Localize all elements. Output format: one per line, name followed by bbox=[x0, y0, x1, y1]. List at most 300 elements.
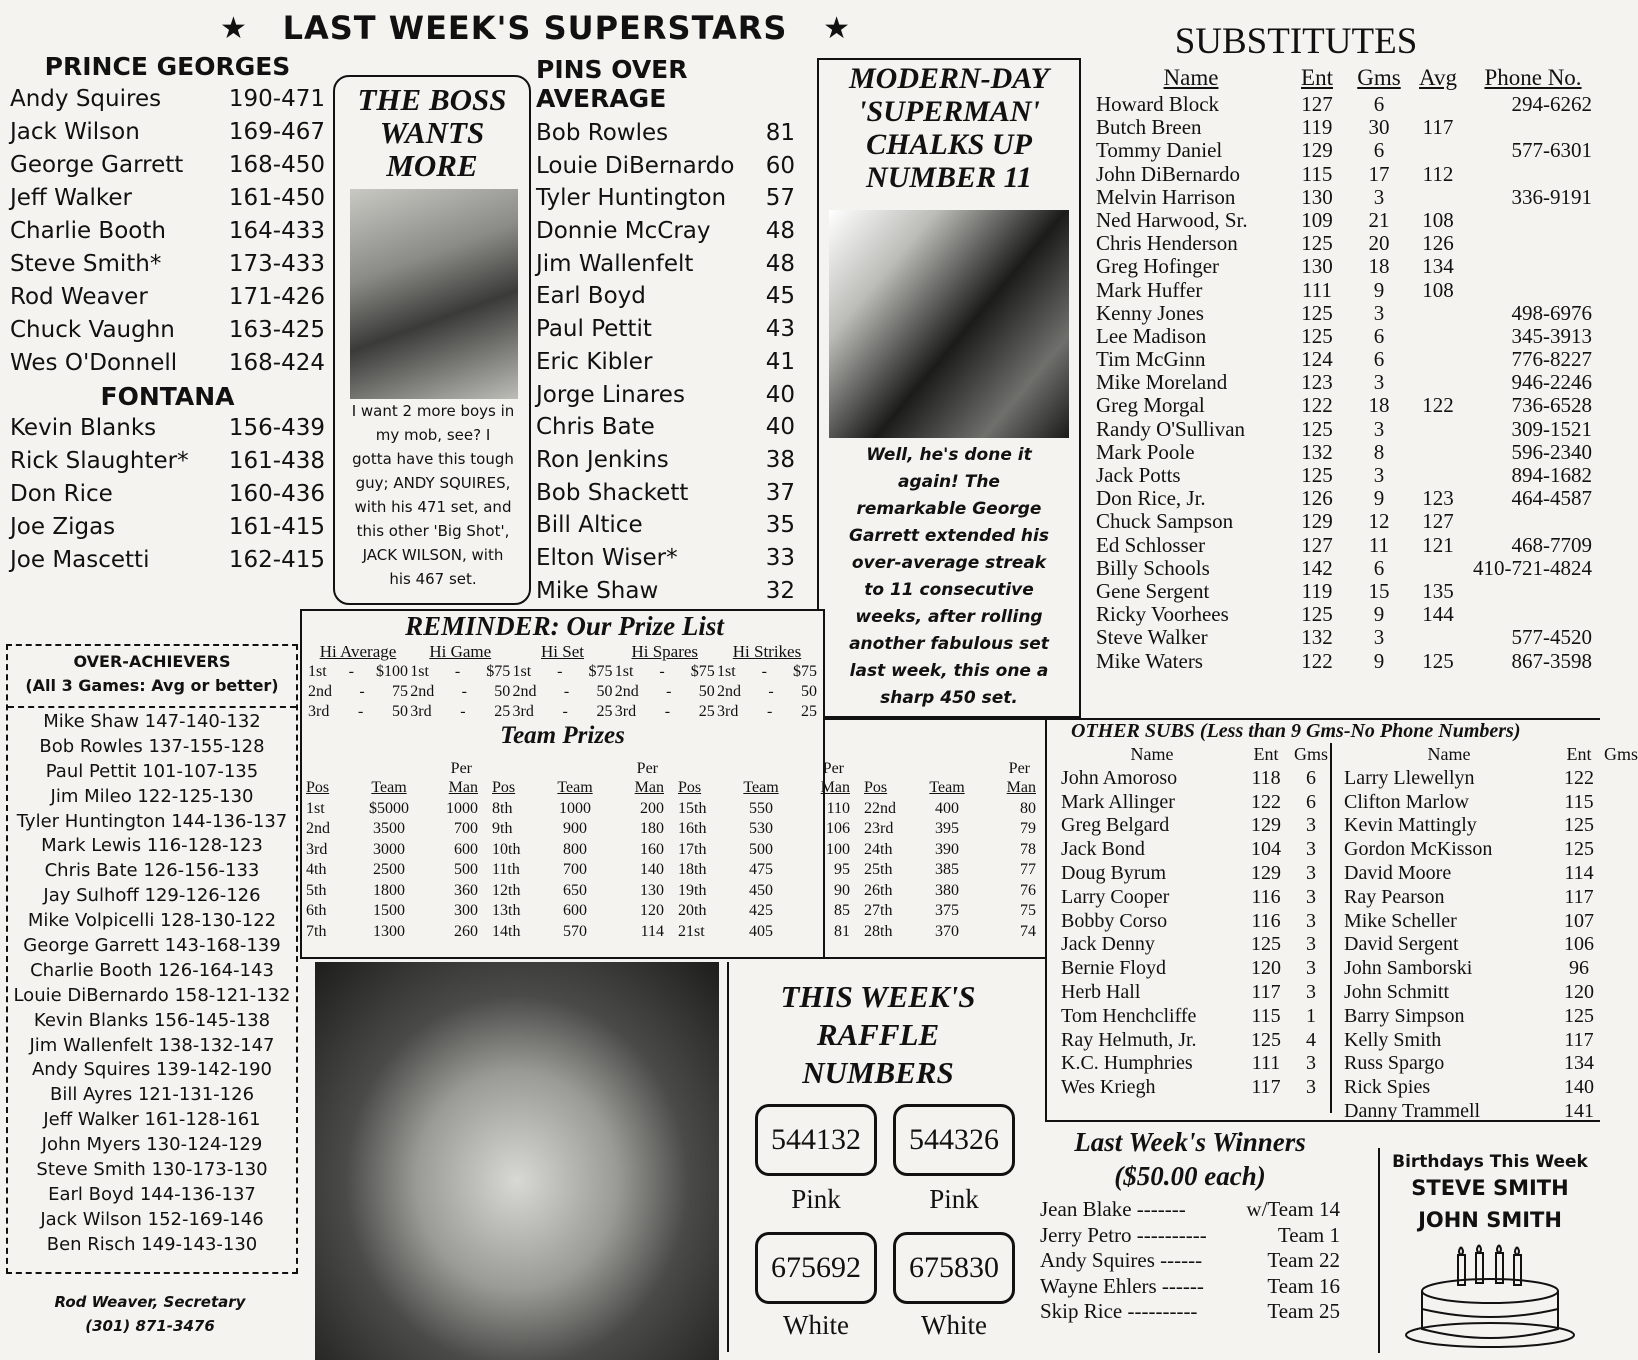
table-row bbox=[1344, 981, 1634, 1005]
boss-box bbox=[333, 75, 531, 605]
george-garrett-photo bbox=[829, 210, 1069, 438]
winner-team: w/Team 14 bbox=[1246, 1197, 1340, 1221]
per-man-amount: 81 bbox=[834, 922, 850, 940]
bowler-name: Andy Squires bbox=[10, 86, 162, 112]
birthdays-title: Birthdays This Week bbox=[1392, 1152, 1588, 1172]
score-row bbox=[10, 347, 325, 380]
table-cell: K.C. Humphries bbox=[1061, 1052, 1193, 1075]
prize-amount: $75 bbox=[793, 663, 817, 680]
table-row bbox=[1061, 814, 1330, 838]
table-cell: 117 bbox=[1251, 980, 1281, 1003]
prize-place: 1st bbox=[308, 663, 327, 680]
per-man-amount: 79 bbox=[1020, 820, 1036, 837]
table-cell: 3 bbox=[1373, 463, 1385, 487]
table-cell: Tom Henchcliffe bbox=[1061, 1004, 1197, 1027]
team-prize-group bbox=[678, 760, 850, 942]
column-header: Phone No. bbox=[1484, 65, 1582, 90]
table-row bbox=[1096, 534, 1600, 557]
table-cell: 125 bbox=[1564, 1004, 1594, 1027]
team-prize-amount: 3500 bbox=[373, 820, 405, 837]
team-prize-row bbox=[678, 819, 850, 840]
table-row bbox=[1096, 116, 1600, 139]
prize-position: 14th bbox=[492, 922, 521, 940]
table-cell: 498-6976 bbox=[1511, 300, 1592, 325]
team-prize-header bbox=[492, 778, 664, 799]
team-prize-group bbox=[492, 760, 664, 942]
table-cell bbox=[1410, 626, 1466, 649]
table-cell bbox=[1410, 325, 1466, 348]
table-cell: David Moore bbox=[1344, 861, 1452, 884]
table-cell: John Schmitt bbox=[1344, 980, 1450, 1003]
pins-value: 81 bbox=[765, 120, 795, 146]
table-cell: 121 bbox=[1422, 532, 1454, 557]
score-row bbox=[536, 280, 811, 313]
table-cell: 115 bbox=[1564, 790, 1594, 813]
score-row bbox=[10, 83, 325, 116]
table-cell: John Amoroso bbox=[1061, 766, 1178, 789]
score-row bbox=[536, 379, 811, 412]
bowler-name: Jeff Walker bbox=[10, 185, 132, 211]
table-row bbox=[1344, 791, 1634, 815]
bowler-name: Bob Shackett bbox=[536, 479, 689, 506]
prize-position: 19th bbox=[678, 881, 707, 899]
column-header: Team bbox=[371, 779, 407, 796]
team-prize-row bbox=[492, 881, 664, 902]
caption-line: my mob, see? I bbox=[375, 426, 491, 444]
table-row bbox=[1061, 791, 1330, 815]
prize-amount: 50 bbox=[596, 683, 613, 700]
gangster-photo bbox=[350, 189, 518, 399]
score-row bbox=[536, 215, 811, 248]
list-item: Bill Ayres 121-131-126 bbox=[49, 1084, 255, 1106]
prince-georges-section bbox=[10, 52, 325, 577]
per-man-amount: 114 bbox=[640, 922, 664, 940]
bowler-name: Earl Boyd bbox=[536, 283, 646, 310]
table-cell: 1 bbox=[1306, 1004, 1316, 1027]
list-item: Charlie Booth 126-164-143 bbox=[30, 959, 274, 981]
score-row bbox=[10, 215, 325, 248]
team-prize-amount: 380 bbox=[935, 881, 959, 899]
prize-position: 24th bbox=[864, 840, 893, 858]
bowler-score: 164-433 bbox=[228, 218, 325, 244]
ticket-color: Pink bbox=[791, 1184, 841, 1214]
title-line: WANTS bbox=[379, 115, 485, 150]
score-row bbox=[536, 542, 811, 575]
bowler-name: Chuck Vaughn bbox=[10, 317, 175, 343]
prize-position: 18th bbox=[678, 861, 707, 878]
table-cell: Wes Kriegh bbox=[1061, 1076, 1156, 1099]
table-cell bbox=[1466, 209, 1600, 232]
table-cell: Ray Pearson bbox=[1344, 885, 1445, 908]
table-cell: 6 bbox=[1373, 555, 1385, 580]
table-row bbox=[1096, 557, 1600, 580]
secretary-phone: (301) 871-3476 bbox=[85, 1317, 215, 1335]
list-item: Steve Smith 130-173-130 bbox=[36, 1159, 268, 1181]
per-man-amount: 74 bbox=[1020, 922, 1036, 940]
prize-amount: 50 bbox=[698, 683, 715, 700]
table-cell: 15 bbox=[1368, 578, 1390, 603]
per-man-amount: 90 bbox=[834, 881, 850, 899]
prize-row bbox=[717, 682, 817, 702]
pins-value: 41 bbox=[765, 348, 795, 375]
team-prize-amount: 1500 bbox=[373, 902, 405, 919]
team-prize-amount: 800 bbox=[563, 840, 587, 858]
table-cell: Lee Madison bbox=[1096, 323, 1207, 348]
table-cell bbox=[1604, 838, 1634, 862]
prize-position: 9th bbox=[492, 820, 513, 837]
per-label: Per bbox=[1008, 760, 1030, 777]
prize-position: 10th bbox=[492, 840, 521, 858]
secretary-name: Rod Weaver, Secretary bbox=[54, 1293, 246, 1311]
table-cell: 125 bbox=[1301, 300, 1333, 325]
table-cell: Doug Byrum bbox=[1061, 861, 1166, 884]
prize-place: 1st bbox=[512, 663, 532, 680]
score-row bbox=[536, 248, 811, 281]
column-header: Pos bbox=[678, 779, 702, 796]
caption-line: guy; ANDY SQUIRES, bbox=[355, 474, 511, 492]
score-row bbox=[10, 281, 325, 314]
table-row bbox=[1096, 325, 1600, 348]
per-man-amount: 80 bbox=[1020, 799, 1036, 817]
table-cell: 125 bbox=[1251, 1028, 1281, 1051]
substitutes-table bbox=[1096, 63, 1600, 673]
table-row bbox=[1096, 418, 1600, 441]
score-row bbox=[536, 313, 811, 346]
table-row bbox=[1061, 981, 1330, 1005]
table-cell: 6 bbox=[1373, 92, 1385, 116]
table-row bbox=[1344, 814, 1634, 838]
caption-line: weeks, after rolling bbox=[855, 607, 1043, 627]
score-row bbox=[536, 150, 811, 183]
prize-position: 3rd bbox=[306, 840, 328, 858]
column-header: Man bbox=[1006, 779, 1036, 796]
table-cell: 125 bbox=[1564, 814, 1594, 837]
team-prize-amount: 390 bbox=[935, 840, 959, 858]
table-cell bbox=[1410, 139, 1466, 162]
caption-line: another fabulous set bbox=[849, 634, 1049, 654]
prize-list-title: REMINDER: Our Prize List bbox=[405, 611, 724, 641]
team-prize-row bbox=[678, 860, 850, 881]
prize-row bbox=[717, 662, 817, 682]
per-man-amount: 78 bbox=[1020, 840, 1036, 858]
bowler-name: Ron Jenkins bbox=[536, 446, 669, 473]
team-prize-row bbox=[306, 922, 478, 943]
bowler-name: Eric Kibler bbox=[536, 348, 653, 375]
superman-caption bbox=[825, 442, 1073, 712]
table-row bbox=[1061, 886, 1330, 910]
table-cell: 116 bbox=[1251, 909, 1281, 932]
section-subtitle: (All 3 Games: Avg or better) bbox=[25, 676, 279, 695]
team-prize-row bbox=[864, 799, 1036, 820]
birthday-cake-icon bbox=[1400, 1243, 1580, 1351]
table-cell: 9 bbox=[1373, 648, 1385, 673]
table-cell bbox=[1604, 1076, 1634, 1100]
prize-place: 1st bbox=[410, 663, 429, 680]
table-cell: 117 bbox=[1422, 115, 1454, 140]
table-cell: Chris Henderson bbox=[1096, 231, 1238, 256]
table-cell: 117 bbox=[1564, 1028, 1594, 1051]
score-row bbox=[536, 575, 811, 608]
column-header: Man bbox=[448, 779, 478, 796]
table-row bbox=[1061, 862, 1330, 886]
prize-dash: - bbox=[562, 703, 568, 720]
column-header: Gms bbox=[1357, 65, 1401, 90]
prize-amount: 25 bbox=[801, 703, 817, 720]
per-man-amount: 95 bbox=[834, 861, 850, 878]
column-header: Man bbox=[634, 779, 664, 796]
raffle-ticket: 544326 bbox=[893, 1104, 1015, 1176]
team-prize-header bbox=[306, 778, 478, 799]
bowler-name: Elton Wiser* bbox=[536, 544, 678, 571]
prize-dash: - bbox=[358, 703, 364, 720]
table-cell: 17 bbox=[1368, 161, 1390, 186]
table-cell: 122 bbox=[1422, 393, 1454, 418]
table-cell bbox=[1604, 1100, 1634, 1124]
winners-section bbox=[1040, 1125, 1340, 1325]
table-cell: 112 bbox=[1422, 161, 1454, 186]
pins-value: 33 bbox=[765, 544, 795, 571]
team-prize-row bbox=[864, 881, 1036, 902]
bowler-name: Jorge Linares bbox=[536, 381, 685, 408]
pins-value: 57 bbox=[765, 185, 795, 212]
table-cell: 122 bbox=[1251, 790, 1281, 813]
table-cell: 464-4587 bbox=[1511, 486, 1592, 511]
pins-value: 45 bbox=[765, 283, 795, 310]
superman-title bbox=[819, 62, 1079, 194]
team-prize-row bbox=[306, 819, 478, 840]
team-prize-amount: 550 bbox=[749, 799, 773, 817]
table-cell: Chuck Sampson bbox=[1096, 509, 1234, 534]
table-cell: Howard Block bbox=[1096, 92, 1220, 116]
team-prize-row bbox=[864, 922, 1036, 943]
bowler-score: 173-433 bbox=[228, 251, 325, 277]
column-header: Team bbox=[929, 779, 965, 796]
caption-line: with his 471 set, and bbox=[354, 498, 512, 516]
table-cell: 9 bbox=[1373, 486, 1385, 511]
prize-place: 2nd bbox=[308, 683, 332, 700]
caption-line: Well, he's done it bbox=[866, 445, 1032, 465]
bowler-name: George Garrett bbox=[10, 152, 184, 178]
team-prize-amount: 570 bbox=[563, 922, 587, 940]
prize-place: 2nd bbox=[410, 683, 435, 700]
winner-team: Team 1 bbox=[1277, 1222, 1340, 1247]
score-row bbox=[536, 444, 811, 477]
per-label: Per bbox=[450, 760, 472, 777]
prize-row bbox=[615, 662, 715, 682]
prize-place: 3rd bbox=[410, 703, 432, 720]
table-cell: 126 bbox=[1301, 486, 1333, 511]
table-cell bbox=[1466, 232, 1600, 255]
list-item: Louie DiBernardo 158-121-132 bbox=[13, 984, 291, 1006]
table-cell bbox=[1410, 441, 1466, 464]
prize-amount: 50 bbox=[800, 683, 817, 700]
prize-dash: - bbox=[454, 663, 461, 680]
table-cell: 736-6528 bbox=[1511, 393, 1592, 418]
table-row bbox=[1096, 603, 1600, 626]
team-prize-amount: 3000 bbox=[373, 840, 405, 858]
table-cell bbox=[1466, 116, 1600, 139]
prize-amount: 25 bbox=[596, 703, 613, 720]
list-item: Jeff Walker 161-128-161 bbox=[43, 1109, 261, 1131]
caption-line: I want 2 more boys in bbox=[351, 402, 515, 420]
table-cell: 3 bbox=[1373, 184, 1385, 209]
team-prize-row bbox=[306, 840, 478, 861]
prize-column-header: Hi Game bbox=[429, 642, 492, 661]
team-prize-row bbox=[864, 860, 1036, 881]
table-cell: 6 bbox=[1306, 766, 1316, 789]
winner-name: Andy Squires ------ bbox=[1040, 1248, 1203, 1272]
table-row bbox=[1344, 957, 1634, 981]
prize-dash: - bbox=[460, 703, 466, 720]
table-header bbox=[1344, 743, 1638, 767]
caption-line: Garrett extended his bbox=[849, 526, 1049, 546]
table-cell: 577-4520 bbox=[1511, 625, 1592, 650]
table-cell: 108 bbox=[1422, 207, 1454, 232]
headline bbox=[220, 6, 850, 50]
bowler-name: Jim Wallenfelt bbox=[536, 250, 694, 277]
table-cell: 104 bbox=[1251, 838, 1281, 861]
table-cell: 115 bbox=[1251, 1004, 1281, 1027]
column-header: Ent bbox=[1301, 65, 1333, 90]
table-cell: Greg Morgal bbox=[1096, 393, 1205, 418]
prize-place: 2nd bbox=[717, 683, 741, 700]
table-cell: 127 bbox=[1301, 92, 1333, 116]
prize-dash: - bbox=[767, 703, 773, 720]
team-prize-amount: 405 bbox=[749, 922, 773, 940]
table-cell: Tommy Daniel bbox=[1096, 138, 1223, 163]
table-row bbox=[1096, 209, 1600, 232]
column-header: Team bbox=[743, 779, 779, 796]
table-row bbox=[1061, 767, 1330, 791]
winner-row bbox=[1040, 1197, 1340, 1223]
table-cell: 3 bbox=[1373, 370, 1385, 395]
team-prize-amount: 450 bbox=[749, 881, 773, 899]
table-cell bbox=[1410, 418, 1466, 441]
team-prize-amount: 600 bbox=[563, 902, 587, 919]
prize-column-header: Hi Average bbox=[319, 642, 397, 661]
table-row bbox=[1096, 163, 1600, 186]
per-man-amount: 100 bbox=[826, 840, 850, 858]
list-item: Mike Volpicelli 128-130-122 bbox=[27, 910, 277, 932]
prize-dash: - bbox=[659, 663, 665, 680]
score-row bbox=[10, 412, 325, 445]
prize-dash: - bbox=[666, 683, 672, 700]
table-cell: 336-9191 bbox=[1511, 184, 1592, 209]
team-prize-amount: 1300 bbox=[373, 922, 405, 940]
per-man-amount: 120 bbox=[640, 902, 664, 919]
bowler-name: Don Rice bbox=[10, 481, 113, 507]
raffle-section bbox=[727, 962, 1027, 1352]
team-prize-amount: 1800 bbox=[373, 881, 405, 899]
title-line: CHALKS UP bbox=[866, 128, 1032, 161]
pins-value: 40 bbox=[765, 414, 795, 441]
prize-dash: - bbox=[461, 683, 467, 700]
list-item: John Myers 130-124-129 bbox=[41, 1134, 263, 1156]
list-item: Jay Sulhoff 129-126-126 bbox=[43, 885, 261, 907]
table-cell: 8 bbox=[1373, 439, 1385, 464]
score-row bbox=[10, 182, 325, 215]
team-prizes-table bbox=[306, 760, 1046, 942]
score-row bbox=[536, 411, 811, 444]
prize-row bbox=[308, 662, 408, 682]
table-row bbox=[1061, 838, 1330, 862]
per-man-amount: 130 bbox=[640, 881, 664, 899]
prize-place: 2nd bbox=[614, 683, 639, 700]
list-item: Bob Rowles 137-155-128 bbox=[39, 735, 265, 757]
table-cell: Mark Poole bbox=[1096, 439, 1195, 464]
column-header: Gms bbox=[1604, 744, 1638, 764]
prize-amount: 25 bbox=[494, 703, 511, 720]
list-item: Kevin Blanks 156-145-138 bbox=[33, 1009, 271, 1031]
table-row bbox=[1344, 767, 1634, 791]
per-man-amount: 360 bbox=[454, 881, 478, 899]
table-cell: 118 bbox=[1251, 766, 1281, 789]
table-cell: 108 bbox=[1422, 277, 1454, 302]
table-cell: 117 bbox=[1251, 1076, 1281, 1099]
prize-position: 25th bbox=[864, 861, 893, 878]
other-subs-title: OTHER SUBS (Less than 9 Gms-No Phone Numbers) bbox=[1071, 720, 1521, 742]
list-item: Jack Wilson 152-169-146 bbox=[40, 1208, 264, 1230]
team-prize-row bbox=[864, 819, 1036, 840]
column-header: Name bbox=[1163, 65, 1219, 90]
table-cell: Greg Belgard bbox=[1061, 814, 1170, 837]
team-prize-amount: $5000 bbox=[369, 799, 409, 817]
title-line: THE BOSS bbox=[357, 82, 507, 117]
table-row bbox=[1096, 279, 1600, 302]
caption-line: this other 'Big Shot', bbox=[356, 522, 510, 540]
pins-value: 32 bbox=[765, 577, 795, 604]
pins-value: 40 bbox=[765, 381, 795, 408]
bowler-score: 161-438 bbox=[228, 448, 325, 474]
table-row bbox=[1061, 1005, 1330, 1029]
table-cell: 125 bbox=[1422, 648, 1454, 673]
prize-position: 20th bbox=[678, 902, 707, 919]
table-cell: 9 bbox=[1373, 602, 1385, 627]
list-item: Jim Wallenfelt 138-132-147 bbox=[29, 1034, 275, 1056]
table-cell bbox=[1410, 302, 1466, 325]
pins-value: 37 bbox=[765, 479, 795, 506]
winner-team: Team 16 bbox=[1267, 1273, 1340, 1298]
table-cell bbox=[1466, 255, 1600, 278]
table-cell: 117 bbox=[1564, 885, 1594, 908]
title-line: ($50.00 each) bbox=[1114, 1161, 1266, 1191]
bowler-name: Wes O'Donnell bbox=[10, 350, 178, 376]
table-cell bbox=[1466, 580, 1600, 603]
prize-position: 27th bbox=[864, 902, 893, 919]
title-line: NUMBER 11 bbox=[866, 161, 1032, 194]
pins-value: 43 bbox=[765, 316, 795, 343]
title-line: THIS WEEK'S bbox=[780, 979, 976, 1014]
score-row bbox=[10, 478, 325, 511]
table-cell: Herb Hall bbox=[1061, 980, 1141, 1003]
prize-position: 21st bbox=[678, 922, 705, 940]
per-man-amount: 77 bbox=[1020, 861, 1036, 878]
per-man-amount: 1000 bbox=[446, 799, 478, 817]
section-title: PRINCE GEORGES bbox=[44, 52, 291, 81]
score-row bbox=[536, 477, 811, 510]
score-row bbox=[10, 149, 325, 182]
table-row bbox=[1096, 394, 1600, 417]
bowler-score: 190-471 bbox=[228, 86, 325, 112]
bowler-score: 168-424 bbox=[228, 350, 325, 376]
table-cell: 125 bbox=[1301, 323, 1333, 348]
team-prize-row bbox=[306, 901, 478, 922]
over-achievers-header bbox=[8, 646, 296, 708]
table-row bbox=[1096, 302, 1600, 325]
table-cell bbox=[1604, 814, 1634, 838]
table-cell: 410-721-4824 bbox=[1473, 555, 1592, 580]
table-cell: 122 bbox=[1301, 393, 1333, 418]
